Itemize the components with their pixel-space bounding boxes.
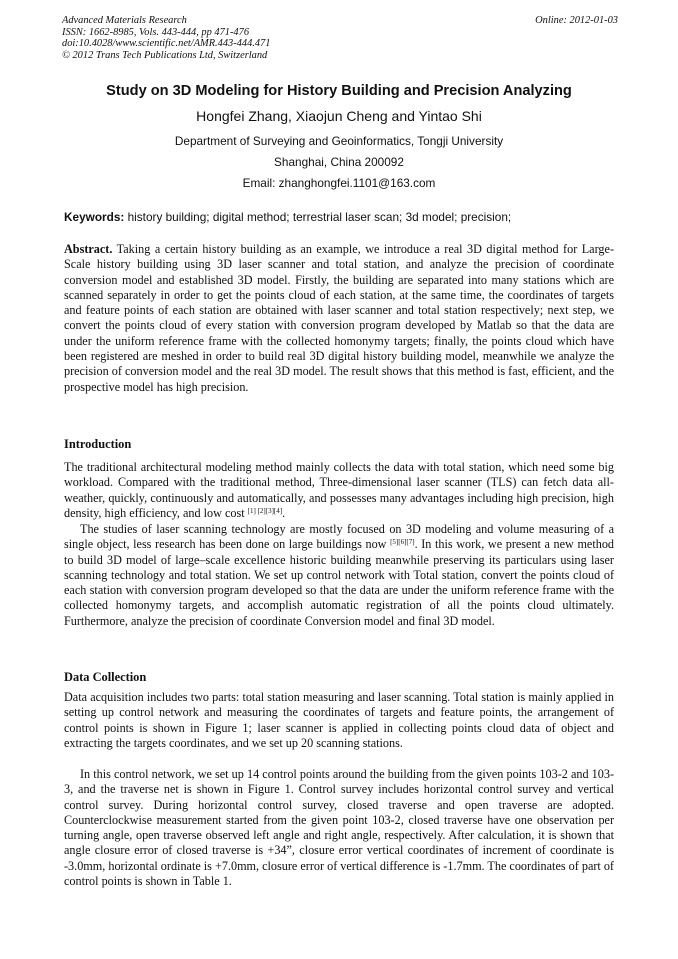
journal-header bbox=[62, 15, 618, 61]
abstract-text: Taking a certain history building as an example, we introduce a real 3D digital method for Large-Scale history building using 3D laser scanner and total station, and analyze the precision of coordinate conversion model and established 3D model. Firstly, the building are separated into many stations which are scanned separately in order to get the points cloud of each station, at the same time, the coordinates of targets and feature points of each station are obtained with laser scanner and total station respectively; next step, we convert the points cloud of every station with conversion program developed by Matlab so that the data are under the uniform reference frame with the collected homonymy targets; finally, the points cloud which have been registered are meshed in order to build real 3D digital history building model, meanwhile we analyze the precision of conversion model and the real 3D model. The result shows that this method is fast, efficient, and the prospective model has high precision. bbox=[64, 242, 614, 394]
affiliation-city: Shanghai, China 200092 bbox=[274, 155, 404, 169]
abstract-label: Abstract. bbox=[64, 242, 113, 256]
keywords-line bbox=[64, 210, 620, 224]
journal-name: Advanced Materials Research bbox=[62, 15, 187, 26]
introduction-paragraph-1 bbox=[64, 460, 614, 521]
data-collection-paragraph-1: Data acquisition includes two parts: total station measuring and laser scanning. Total station is mainly applied in setting up control network and measuring the coordinates of targets and feature points, the arrangement of control points is shown in Figure 1; laser scanner is applied in collecting points cloud data of object and extracting the targets coordinates, and we set up 20 scanning stations. bbox=[64, 690, 614, 750]
intro-p2-start: The studies of laser scanning technology are mostly focused on 3D modeling and volume measuring of a single object, less research has been done on large buildings now bbox=[64, 522, 614, 552]
online-date: Online: 2012-01-03 bbox=[535, 15, 618, 26]
intro-p1-end: . bbox=[282, 505, 286, 520]
intro-p1-text: The traditional architectural modeling method mainly collects the data with total station, which need some big workload. Compared with the traditional method, Three-dimensional laser scanner (TLS) can fetch data all-weather, quickly, continuously and automatically, and possesses many advantages including high precision, high density, high efficiency, and low cost bbox=[64, 460, 614, 520]
intro-p1-citation: [1] [2][3][4] bbox=[247, 506, 283, 515]
copyright-line: © 2012 Trans Tech Publications Ltd, Switzerland bbox=[62, 49, 268, 61]
keywords-label: Keywords: bbox=[64, 210, 125, 224]
intro-p2-end: . In this work, we present a new method to build 3D model of large–scale excellence historic building meanwhile preserving its particulars using laser scanning technology and total station. We set up control network with Total station, convert the points cloud of each station with conversion program developed so that the data are under the uniform reference frame with the collected homonymy targets, and accomplish automatic registration of all the points cloud ultimately. Furthermore, analyze the precision of coordinate Conversion model and final 3D model. bbox=[64, 537, 615, 628]
intro-p2-citation: [5][6][7] bbox=[390, 538, 415, 547]
data-collection-heading: Data Collection bbox=[64, 670, 147, 684]
affiliation-department: Department of Surveying and Geoinformatics, Tongji University bbox=[174, 134, 504, 148]
author-email: Email: zhanghongfei.1101@163.com bbox=[242, 176, 436, 190]
doi-line: doi:10.4028/www.scientific.net/AMR.443-444.471 bbox=[62, 38, 271, 50]
introduction-paragraph-2 bbox=[64, 522, 614, 629]
data-collection-paragraph-2: In this control network, we set up 14 control points around the building from the given points 103-2 and 103-3, and the traverse net is shown in Figure 1. Control survey includes horizontal control survey and vertical control survey. During horizontal control survey, closed traverse and open traverse are adopted. Counterclockwise measurement started from the given point 103-2, closed traverse have one observation per turning angle, open traverse observed left angle and right angle, respectively. After calculation, it is shown that angle closure error of closed traverse is +34”, closure error vertical coordinates of increment of coordinate is -3.0mm, horizontal ordinate is +7.0mm, closure error of vertical difference is -1.7mm. The coordinates of part of control points is shown in Table 1. bbox=[64, 767, 614, 889]
issn-line: ISSN: 1662-8985, Vols. 443-444, pp 471-476 bbox=[62, 26, 250, 38]
introduction-heading: Introduction bbox=[64, 437, 132, 451]
author-list: Hongfei Zhang, Xiaojun Cheng and Yintao Shi bbox=[196, 108, 482, 124]
abstract-paragraph bbox=[64, 242, 614, 395]
keywords-text: history building; digital method; terrestrial laser scan; 3d model; precision; bbox=[127, 210, 512, 224]
paper-title: Study on 3D Modeling for History Building and Precision Analyzing bbox=[106, 83, 572, 99]
